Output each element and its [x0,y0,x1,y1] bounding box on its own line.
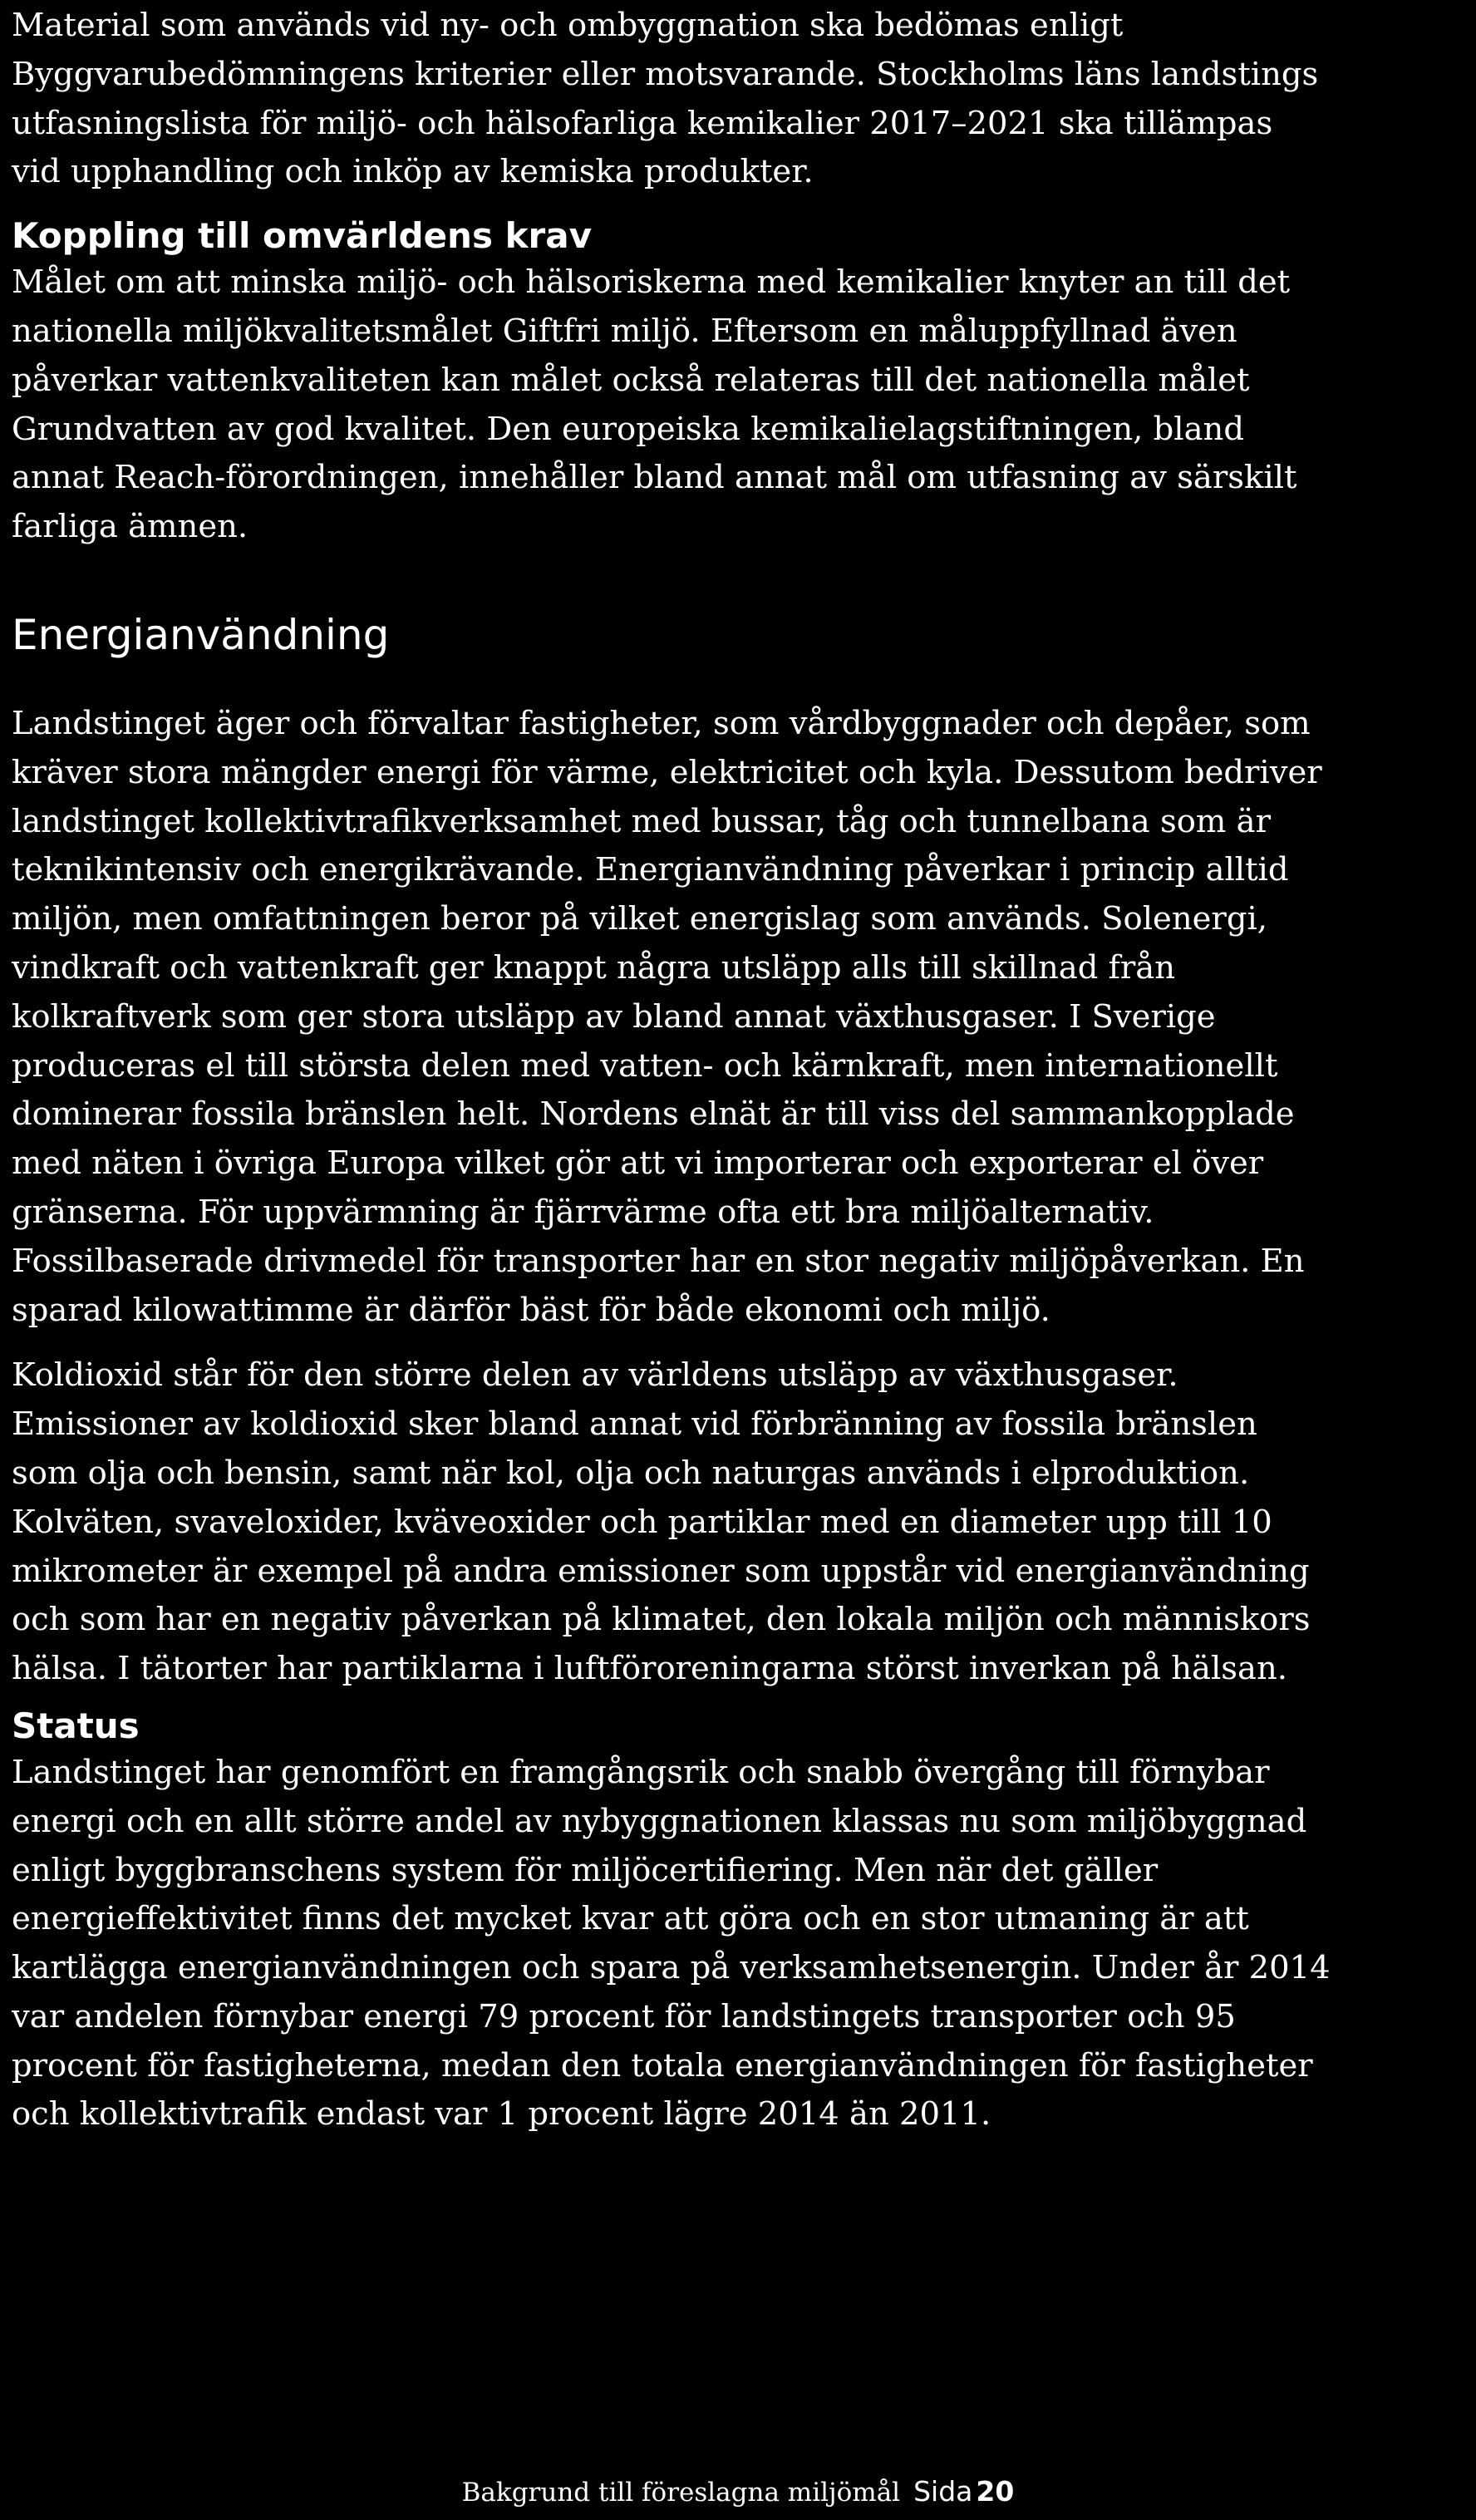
footer-page-number: 20 [976,2475,1015,2508]
document-page [12,0,1471,2139]
text-line: vindkraft och vattenkraft ger knappt några utsläpp alls till skillnad från [12,948,1176,987]
text-line: nationella miljökvalitetsmålet Giftfri miljö. Eftersom en måluppfyllnad även [12,312,1237,350]
text-line: gränserna. För uppvärmning är fjärrvärme ofta ett bra miljöalternativ. [12,1193,1154,1231]
text-line: teknikintensiv och energikrävande. Energianvändning påverkar i princip alltid [12,851,1289,889]
text-line: dominerar fossila bränslen helt. Nordens elnät är till viss del sammankopplade [12,1095,1295,1134]
text-line: hälsa. I tätorter har partiklarna i luftföroreningarna störst inverkan på hälsan. [12,1650,1287,1688]
footer-document-title: Bakgrund till föreslagna miljömål [461,2478,901,2508]
text-line: kolkraftverk som ger stora utsläpp av bland annat växthusgaser. I Sverige [12,997,1216,1036]
text-line: enligt byggbranschens system för miljöcertifiering. Men när det gäller [12,1851,1159,1889]
paragraph-materials [12,2,1471,197]
text-line: miljön, men omfattningen beror på vilket energislag som används. Solenergi, [12,900,1268,938]
text-line: Grundvatten av god kvalitet. Den europeiska kemikalielagstiftningen, bland [12,410,1245,448]
text-line: Material som används vid ny- och ombyggnation ska bedömas enligt [12,7,1124,44]
paragraph-energy-intro [12,700,1471,1335]
text-line: produceras el till största delen med vatten- och kärnkraft, men internationellt [12,1046,1278,1085]
text-line: energi och en allt större andel av nybyggnationen klassas nu som miljöbyggnad [12,1802,1307,1840]
text-line: Landstinget har genomfört en framgångsrik och snabb övergång till förnybar [12,1753,1270,1791]
text-line: vid upphandling och inköp av kemiska produkter. [12,153,814,191]
text-line: som olja och bensin, samt när kol, olja och naturgas används i elproduktion. [12,1454,1250,1492]
text-line: och som har en negativ påverkan på klimatet, den lokala miljön och människors [12,1601,1311,1639]
footer-page-label: Sida [913,2475,973,2508]
text-line: utfasningslista för miljö- och hälsofarliga kemikalier 2017–2021 ska tillämpas [12,104,1273,142]
text-line: energieffektivitet finns det mycket kvar att göra och en stor utmaning är att [12,1900,1249,1938]
text-line: farliga ämnen. [12,508,248,546]
heading-status: Status [12,1705,140,1746]
text-line: procent för fastigheterna, medan den totala energianvändningen för fastigheter [12,2046,1313,2084]
text-line: kräver stora mängder energi för värme, elektricitet och kyla. Dessutom bedriver [12,753,1322,791]
text-line: sparad kilowattimme är därför bäst för både ekonomi och miljö. [12,1291,1050,1329]
heading-energianvandning: Energianvändning [12,610,390,659]
text-line: Landstinget äger och förvaltar fastigheter, som vårdbyggnader och depåer, som [12,704,1311,742]
text-line: Kolväten, svaveloxider, kväveoxider och partiklar med en diameter upp till 10 [12,1503,1272,1541]
text-line: kartlägga energianvändningen och spara på verksamhetsenergin. Under år 2014 [12,1949,1331,1987]
text-line: Målet om att minska miljö- och hälsoriskerna med kemikalier knyter an till det [12,263,1291,302]
text-line: med näten i övriga Europa vilket gör att vi importerar och exporterar el över [12,1144,1264,1183]
heading-koppling: Koppling till omvärldens krav [12,215,592,257]
text-line: Emissioner av koldioxid sker bland annat vid förbränning av fossila bränslen [12,1405,1257,1444]
text-line: landstinget kollektivtrafikverksamhet med bussar, tåg och tunnelbana som är [12,802,1271,840]
text-line: var andelen förnybar energi 79 procent för landstingets transporter och 95 [12,1997,1236,2035]
page-footer [0,2475,1476,2508]
text-line: Byggvarubedömningens kriterier eller motsvarande. Stockholms läns landstings [12,55,1319,93]
text-line: och kollektivtrafik endast var 1 procent lägre 2014 än 2011. [12,2095,991,2134]
paragraph-koppling [12,258,1471,552]
text-line: påverkar vattenkvaliteten kan målet också relateras till det nationella målet [12,361,1250,399]
text-line: mikrometer är exempel på andra emissioner som uppstår vid energianvändning [12,1552,1310,1590]
paragraph-emissions [12,1351,1471,1694]
paragraph-status [12,1749,1471,2139]
text-line: Fossilbaserade drivmedel för transporter har en stor negativ miljöpåverkan. En [12,1242,1305,1280]
text-line: Koldioxid står för den större delen av världens utsläpp av växthusgaser. [12,1356,1178,1395]
text-line: annat Reach-förordningen, innehåller bland annat mål om utfasning av särskilt [12,459,1297,497]
